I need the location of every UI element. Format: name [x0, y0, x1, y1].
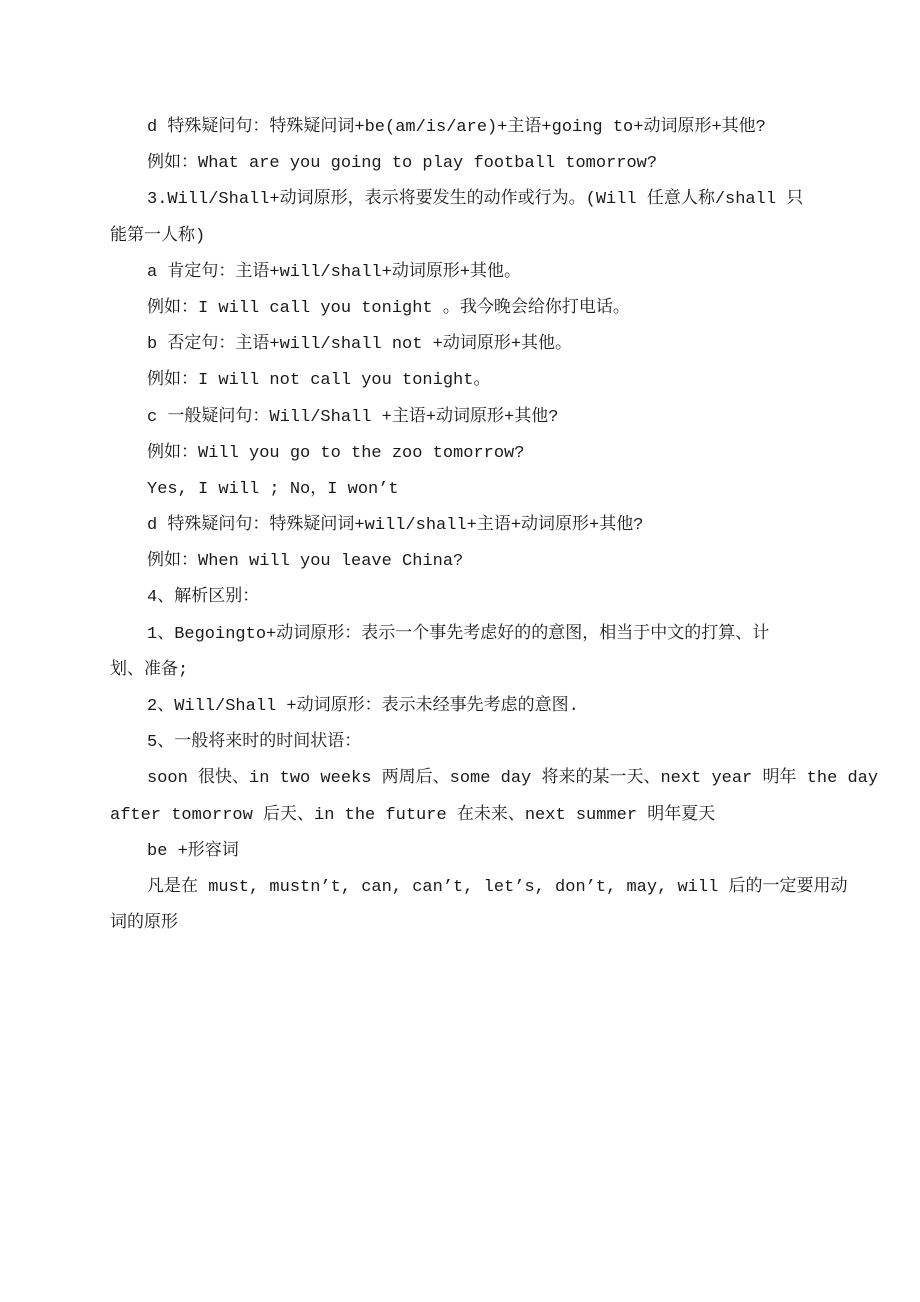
text-line: 3.Will/Shall+动词原形，表示将要发生的动作或行为。(Will 任意人称/shall 只: [147, 190, 804, 210]
text-line: c 一般疑问句：Will/Shall +主语+动词原形+其他?: [147, 407, 559, 427]
text-line: 1、Begoingto+动词原形：表示一个事先考虑好的的意图，相当于中文的打算、计: [147, 624, 770, 644]
text-line: 能第一人称): [110, 226, 206, 246]
text-line: 例如：Will you go to the zoo tomorrow?: [147, 443, 525, 463]
document-page: [110, 110, 879, 942]
text-line: be +形容词: [147, 841, 239, 861]
text-line: 4、解析区别：: [147, 588, 260, 608]
text-line: 凡是在 must, mustn’t, can, can’t, let’s, don’t, may, will 后的一定要用动: [147, 877, 848, 897]
text-line: 例如：When will you leave China?: [147, 552, 464, 572]
text-line: 5、一般将来时的时间状语：: [147, 733, 362, 753]
text-line: 例如：I will call you tonight 。我今晚会给你打电话。: [147, 298, 630, 318]
text-line: 2、Will/Shall +动词原形：表示未经事先考虑的意图.: [147, 697, 579, 716]
text-line: soon 很快、in two weeks 两周后、some day 将来的某一天、next year 明年 the day: [147, 769, 879, 789]
text-line: b 否定句：主语+will/shall not +动词原形+其他。: [147, 335, 573, 355]
text-line: 例如：I will not call you tonight。: [147, 371, 491, 391]
text-line: 词的原形: [110, 914, 178, 934]
text-line: Yes, I will ; No，I won’t: [147, 479, 399, 499]
text-line: after tomorrow 后天、in the future 在未来、next summer 明年夏天: [110, 805, 716, 825]
text-line: 划、准备;: [110, 660, 189, 680]
text-line: 例如：What are you going to play football tomorrow?: [147, 154, 658, 174]
text-line: a 肯定句：主语+will/shall+动词原形+其他。: [147, 262, 522, 282]
text-line: d 特殊疑问句：特殊疑问词+be(am/is/are)+主语+going to+动词原形+其他?: [147, 118, 766, 137]
text-line: d 特殊疑问句：特殊疑问词+will/shall+主语+动词原形+其他?: [147, 516, 644, 536]
